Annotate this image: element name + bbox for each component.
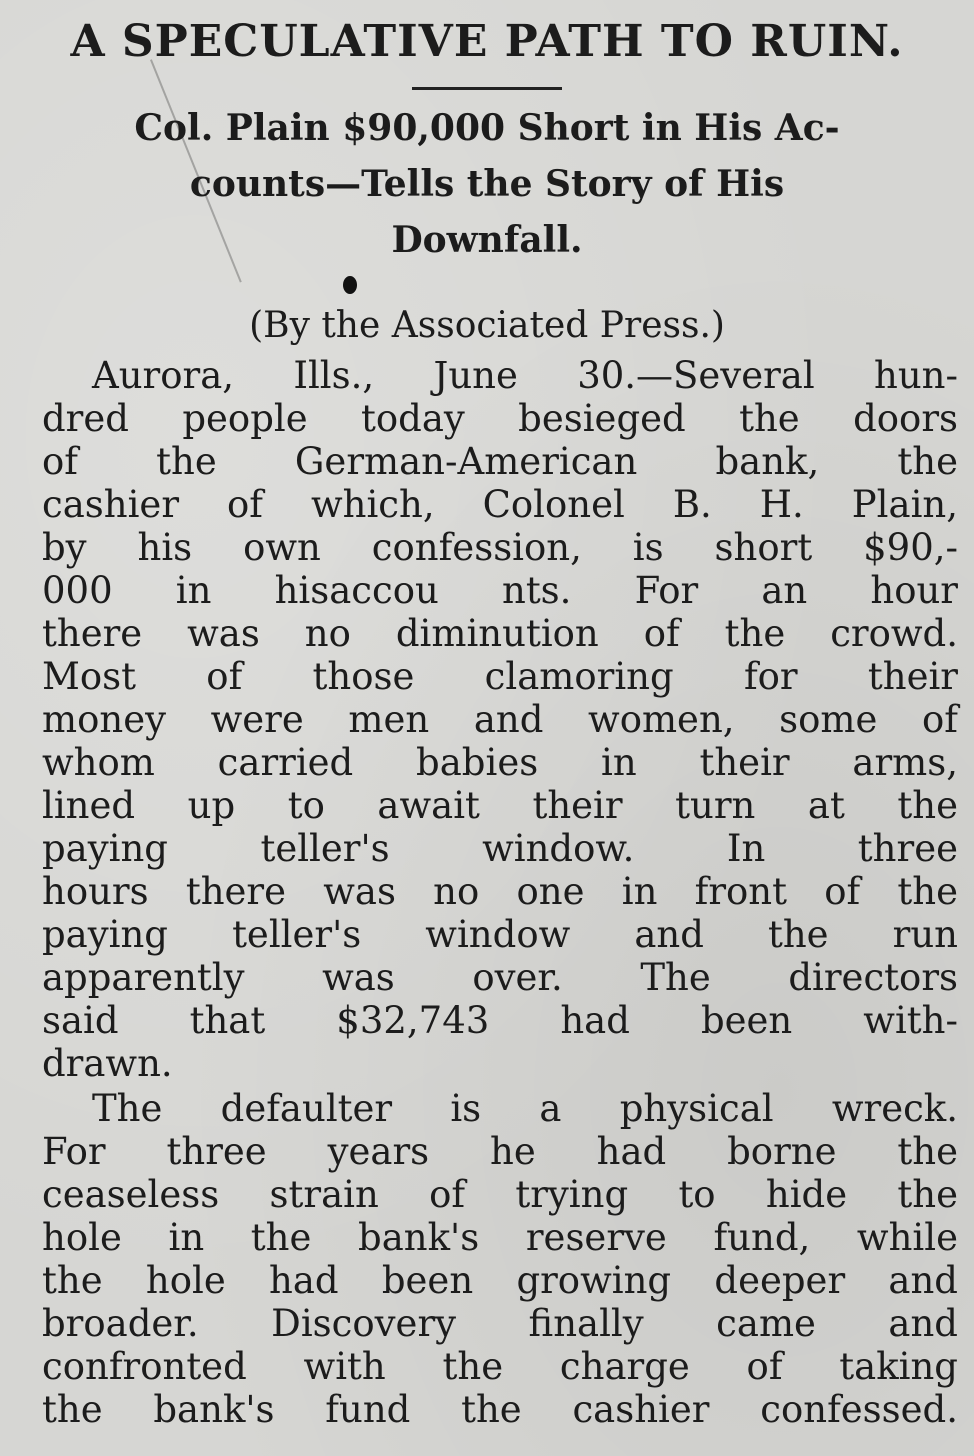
headline: A SPECULATIVE PATH TO RUIN.: [70, 16, 904, 67]
body-line: ceaseless strain of trying to hide the: [42, 1173, 958, 1216]
body-line: Most of those clamoring for their: [42, 655, 958, 698]
body-line: of the German-American bank, the: [42, 440, 958, 483]
body-line: For three years he had borne the: [42, 1130, 958, 1173]
article-body: [42, 354, 958, 1431]
body-line: there was no diminution of the crowd.: [42, 612, 958, 655]
body-line: paying teller's window and the run: [42, 913, 958, 956]
headline-rule: [412, 87, 562, 90]
body-line: whom carried babies in their arms,: [42, 741, 958, 784]
body-line: broader. Discovery finally came and: [42, 1302, 958, 1345]
body-line: money were men and women, some of: [42, 698, 958, 741]
body-line: paying teller's window. In three: [42, 827, 958, 870]
subheadline: [22, 100, 952, 268]
body-line: hole in the bank's reserve fund, while: [42, 1216, 958, 1259]
body-line: The defaulter is a physical wreck.: [92, 1087, 958, 1130]
body-line: 000 in hisaccou nts. For an hour: [42, 569, 958, 612]
body-line: the hole had been growing deeper and: [42, 1259, 958, 1302]
body-line: hours there was no one in front of the: [42, 870, 958, 913]
body-line: drawn.: [42, 1042, 173, 1085]
body-line: cashier of which, Colonel B. H. Plain,: [42, 483, 958, 526]
byline: (By the Associated Press.): [249, 305, 725, 346]
body-line: dred people today besieged the doors: [42, 397, 958, 440]
body-line: confronted with the charge of taking: [42, 1345, 958, 1388]
separator-dot: [343, 276, 357, 294]
body-line: apparently was over. The directors: [42, 956, 958, 999]
subheadline-line: Col. Plain $90,000 Short in His Ac-: [134, 107, 840, 149]
body-line: Aurora, Ills., June 30.—Several hun-: [92, 354, 958, 397]
body-line: said that $32,743 had been with-: [42, 999, 958, 1042]
subheadline-line: counts—Tells the Story of His: [189, 163, 785, 205]
body-line: by his own confession, is short $90,-: [42, 526, 958, 569]
body-line: the bank's fund the cashier confessed.: [42, 1388, 958, 1431]
subheadline-line: Downfall.: [391, 219, 583, 261]
body-line: lined up to await their turn at the: [42, 784, 958, 827]
